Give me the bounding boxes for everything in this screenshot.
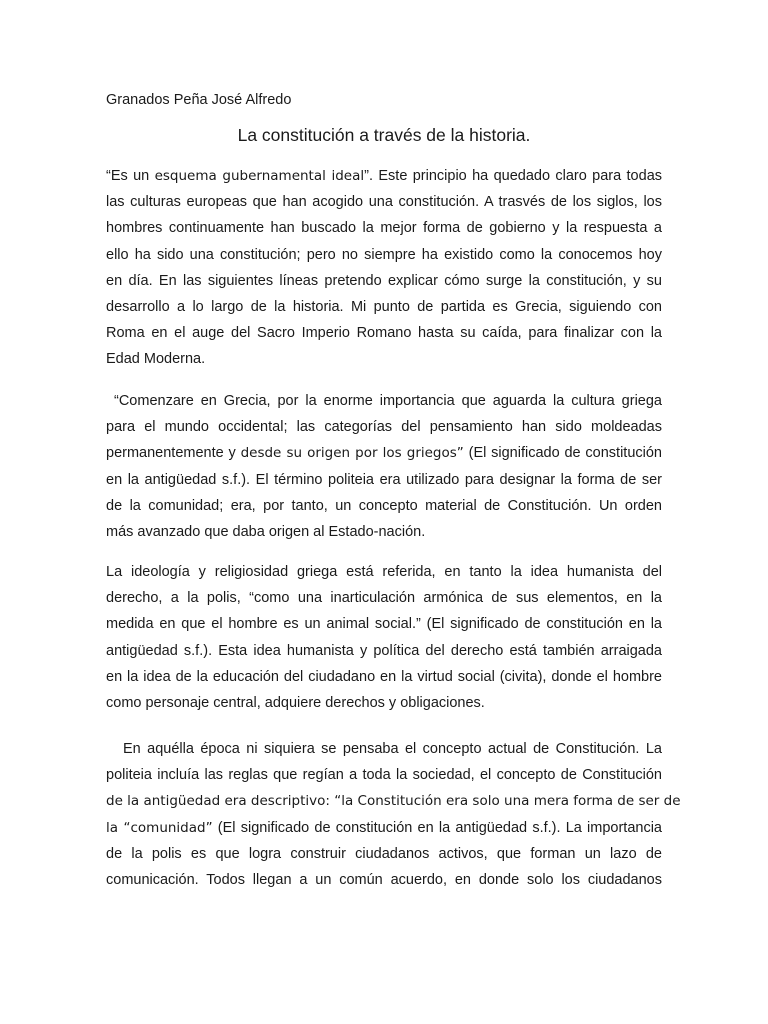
paragraph-3 <box>106 559 662 716</box>
paragraph-4 <box>106 736 681 893</box>
paragraph-line: La ideología y religiosidad griega está referida, en tanto la idea humanista del <box>106 564 662 580</box>
quote-open-text: “Es un <box>106 168 155 184</box>
paragraph-line: politeia incluía las reglas que regían a toda la sociedad, el concepto de Constitución <box>106 767 662 784</box>
paragraph-line: comunicación. Todos llegan a un común acuerdo, en donde solo los ciudadanos <box>106 871 662 888</box>
paragraph-line: más avanzado que daba origen al Estado-nación. <box>106 523 426 540</box>
paragraph-line: hombres continuamente han buscado la mejor forma de gobierno y la respuesta a <box>106 220 662 237</box>
paragraph-line: Roma en el auge del Sacro Imperio Romano hasta su caída, para finalizar con la <box>106 325 662 342</box>
paragraph-line: antigüedad s.f.). Esta idea humanista y política del derecho está también arraigada <box>106 642 662 659</box>
paragraph-line: de la antigüedad era descriptivo: “la Constitución era solo una mera forma de ser de <box>106 793 681 810</box>
paragraph-line: en día. En las siguientes líneas pretendo explicar cómo surge la constitución, y su <box>106 272 662 289</box>
paragraph-line: desarrollo a lo largo de la historia. Mi punto de partida es Grecia, siguiendo con <box>106 298 662 315</box>
paragraph-line: derecho, a la polis, “como una inarticulación armónica de sus elementos, en la <box>106 590 662 607</box>
paragraph-line: como personaje central, adquiere derechos y obligaciones. <box>106 694 485 711</box>
paragraph-line <box>106 163 662 189</box>
line-text: permanentemente y <box>106 445 241 462</box>
paragraph-line: las culturas europeas que han acogido una constitución. A trasvés de los siglos, los <box>106 194 662 211</box>
quoted-phrase: desde su origen por los griegos” <box>240 445 464 462</box>
author-name: Granados Peña José Alfredo <box>106 92 292 108</box>
paragraph-line: medida en que el hombre es un animal social.” (El significado de constitución en la <box>106 616 662 633</box>
paragraph-1 <box>106 163 662 373</box>
paragraph-line: para el mundo occidental; las categorías del pensamiento han sido moldeadas <box>106 419 662 436</box>
paragraph-line <box>106 440 662 466</box>
paragraph-line: en la antigüedad s.f.). El término politeia era utilizado para designar la forma de ser <box>106 471 662 488</box>
paragraph-line <box>106 815 662 841</box>
paragraph-line: de la comunidad; era, por tanto, un concepto material de Constitución. Un orden <box>106 497 662 514</box>
quoted-phrase: esquema gubernamental ideal <box>154 168 365 184</box>
paragraph-line: Edad Moderna. <box>106 351 206 368</box>
quoted-phrase: la “comunidad” <box>106 819 213 836</box>
document-title: La constitución a través de la historia. <box>237 125 531 145</box>
paragraph-line: ello ha sido una constitución; pero no siempre ha existido como la conocemos hoy <box>106 246 662 263</box>
paragraph-line: “Comenzare en Grecia, por la enorme importancia que aguarda la cultura griega <box>114 393 662 409</box>
paragraph-line: de la polis es que logra construir ciudadanos activos, que forman un lazo de <box>106 845 662 862</box>
paragraph-line: En aquélla época ni siquiera se pensaba el concepto actual de Constitución. La <box>123 741 662 757</box>
line-text: (El significado de constitución <box>463 445 662 462</box>
line-text: (El significado de constitución en la antigüedad s.f.). La importancia <box>212 819 662 836</box>
paragraph-line: en la idea de la educación del ciudadano en la virtud social (civita), donde el hombre <box>106 668 662 685</box>
line-text: ”. Este principio ha quedado claro para todas <box>364 168 663 184</box>
paragraph-2 <box>106 388 662 545</box>
